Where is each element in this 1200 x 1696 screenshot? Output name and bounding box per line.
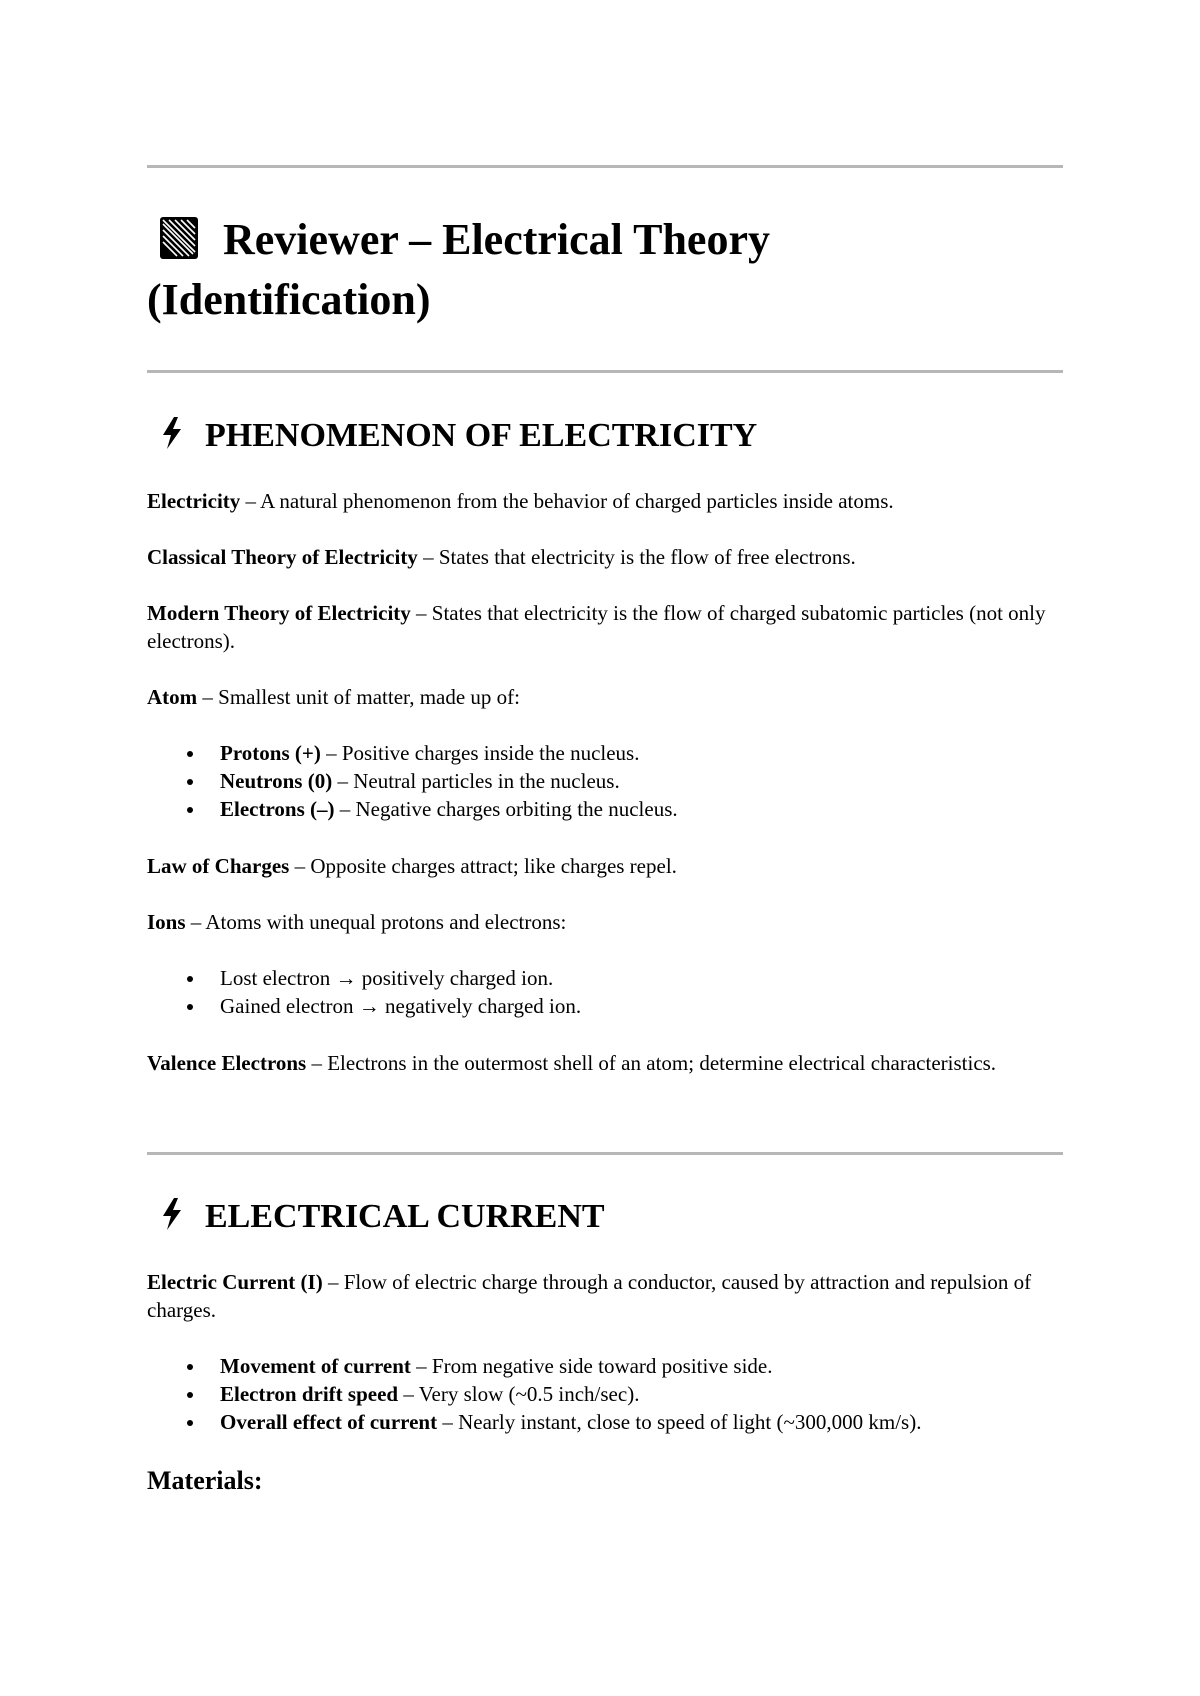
definition-text: – A natural phenomenon from the behavior of charged particles inside atoms. <box>240 489 894 513</box>
definition-atom <box>147 683 1063 711</box>
list-item <box>147 1352 921 1380</box>
definition-electricity <box>147 487 1063 515</box>
list-item: Gained electron → negatively charged ion. <box>147 992 581 1020</box>
definition-text: – Electrons in the outermost shell of an atom; determine electrical characteristics. <box>306 1051 997 1075</box>
item-text: – Nearly instant, close to speed of light (~300,000 km/s). <box>437 1410 922 1434</box>
definition-text: – Atoms with unequal protons and electrons: <box>185 910 567 934</box>
notebook-icon <box>159 216 199 260</box>
lightning-bolt-icon <box>159 1197 185 1231</box>
horizontal-rule <box>147 165 1063 168</box>
definition-law-of-charges <box>147 852 1063 880</box>
list-item <box>147 795 678 823</box>
definition-text: – States that electricity is the flow of charged subatomic particles (not only electrons). <box>147 601 1046 653</box>
item-text: – Negative charges orbiting the nucleus. <box>334 797 678 821</box>
term: Electric Current (I) <box>147 1270 323 1294</box>
horizontal-rule <box>147 370 1063 373</box>
lightning-bolt-icon <box>159 416 185 450</box>
item-text: – Positive charges inside the nucleus. <box>320 741 640 765</box>
definition-text: – Flow of electric charge through a conductor, caused by attraction and repulsion of charges. <box>147 1270 1032 1322</box>
item-text: – From negative side toward positive side. <box>410 1354 773 1378</box>
term: Valence Electrons <box>147 1051 307 1075</box>
section-heading-phenomenon <box>147 416 757 456</box>
term: Movement of current <box>220 1354 411 1378</box>
definition-classical-theory <box>147 543 1063 571</box>
term: Electricity <box>147 489 241 513</box>
term: Modern Theory of Electricity <box>147 601 411 625</box>
term: Atom <box>147 685 198 709</box>
subheading-materials: Materials: <box>147 1466 263 1495</box>
term: Neutrons (0) <box>220 769 333 793</box>
term: Ions <box>147 910 186 934</box>
definition-text: – Opposite charges attract; like charges repel. <box>289 854 677 878</box>
horizontal-rule <box>147 1152 1063 1155</box>
definition-electric-current <box>147 1268 1063 1324</box>
term: Law of Charges <box>147 854 290 878</box>
list-item: Lost electron → positively charged ion. <box>147 964 581 992</box>
page-title-text: Reviewer – Electrical Theory (Identification) <box>147 215 770 324</box>
item-text: – Very slow (~0.5 inch/sec). <box>398 1382 640 1406</box>
section-heading-text: PHENOMENON OF ELECTRICITY <box>205 417 758 454</box>
section-heading-text: ELECTRICAL CURRENT <box>205 1198 605 1235</box>
definition-text: – Smallest unit of matter, made up of: <box>197 685 521 709</box>
item-text: – Neutral particles in the nucleus. <box>332 769 620 793</box>
definition-modern-theory <box>147 599 1063 655</box>
list-item <box>147 1380 921 1408</box>
page-title <box>147 210 1063 330</box>
list-item <box>147 1408 921 1436</box>
list-item <box>147 739 678 767</box>
ion-types-list <box>147 964 581 1020</box>
term: Classical Theory of Electricity <box>147 545 418 569</box>
current-facts-list <box>147 1352 921 1436</box>
definition-valence-electrons <box>147 1049 1063 1077</box>
term: Protons (+) <box>220 741 321 765</box>
atom-parts-list <box>147 739 678 823</box>
definition-text: – States that electricity is the flow of free electrons. <box>417 545 856 569</box>
term: Overall effect of current <box>220 1410 438 1434</box>
term: Electrons (–) <box>220 797 335 821</box>
term: Electron drift speed <box>220 1382 399 1406</box>
definition-ions <box>147 908 1063 936</box>
section-heading-electrical-current <box>147 1197 605 1237</box>
list-item <box>147 767 678 795</box>
